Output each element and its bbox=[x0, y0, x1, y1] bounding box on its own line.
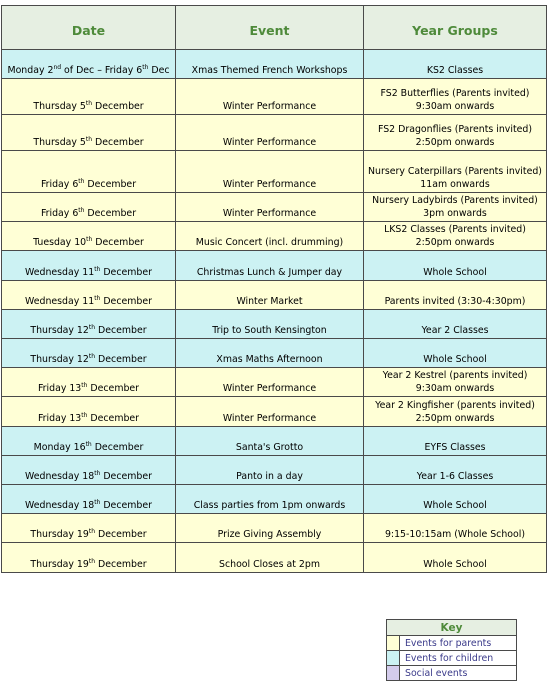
table-row bbox=[2, 427, 547, 456]
year-groups-line: 11am onwards bbox=[420, 179, 490, 190]
date-suffix: th bbox=[81, 412, 88, 419]
table-row bbox=[2, 222, 547, 251]
year-groups-line: Nursery Ladybirds (Parents invited) bbox=[372, 195, 538, 206]
year-groups-header: Year Groups bbox=[364, 6, 547, 50]
date-text: Thursday 12 bbox=[30, 354, 89, 365]
year-groups-line: Parents invited (3:30-4:30pm) bbox=[384, 296, 526, 307]
year-groups-line: 2:50pm onwards bbox=[415, 413, 495, 424]
key-label: Events for children bbox=[405, 652, 494, 664]
year-groups-line: Whole School bbox=[423, 354, 487, 365]
date-suffix: th bbox=[88, 528, 96, 535]
date-cell bbox=[2, 543, 176, 573]
date-text: Friday 13 bbox=[37, 383, 82, 394]
events-table bbox=[1, 5, 547, 573]
date-cell bbox=[2, 427, 176, 456]
date-text: Monday 2 bbox=[7, 65, 54, 76]
year-groups-line: Nursery Caterpillars (Parents invited) bbox=[368, 166, 542, 177]
date-suffix: th bbox=[94, 499, 101, 506]
date-text: Wednesday 18 bbox=[25, 500, 95, 511]
event-cell: Winter Performance bbox=[176, 79, 364, 115]
date-text: Friday 6 bbox=[40, 179, 79, 190]
table-row bbox=[2, 115, 547, 151]
date-suffix: th bbox=[86, 236, 93, 243]
year-groups-cell bbox=[364, 193, 547, 222]
date-cell bbox=[2, 339, 176, 368]
date-text: Tuesday 10 bbox=[33, 237, 87, 248]
key-label: Events for parents bbox=[405, 637, 492, 649]
year-groups-cell bbox=[364, 368, 547, 397]
table-row bbox=[2, 514, 547, 543]
date-cell bbox=[2, 514, 176, 543]
date-text: December bbox=[100, 500, 152, 511]
date-suffix: th bbox=[78, 207, 85, 214]
year-groups-line: Year 2 Classes bbox=[421, 325, 489, 336]
date-suffix: th bbox=[94, 470, 101, 477]
date-text: December bbox=[95, 354, 147, 365]
date-text: December bbox=[87, 383, 140, 394]
date-text: December bbox=[92, 137, 144, 148]
event-cell: Xmas Themed French Workshops bbox=[176, 50, 364, 79]
event-cell: Trip to South Kensington bbox=[176, 310, 364, 339]
date-text: December bbox=[95, 325, 147, 336]
event-cell: Prize Giving Assembly bbox=[176, 514, 364, 543]
date-suffix: th bbox=[78, 178, 85, 185]
date-suffix: th bbox=[88, 558, 96, 565]
date-cell bbox=[2, 222, 176, 251]
year-groups-line: EYFS Classes bbox=[424, 442, 486, 453]
event-cell: Santa's Grotto bbox=[176, 427, 364, 456]
date-cell bbox=[2, 281, 176, 310]
year-groups-cell bbox=[364, 514, 547, 543]
date-suffix: th bbox=[85, 441, 92, 448]
date-suffix: nd bbox=[53, 64, 62, 71]
date-text: Thursday 12 bbox=[30, 325, 89, 336]
year-groups-cell bbox=[364, 281, 547, 310]
year-groups-line: FS2 Butterflies (Parents invited) bbox=[380, 88, 530, 99]
year-groups-cell bbox=[364, 115, 547, 151]
year-groups-cell bbox=[364, 251, 547, 281]
key-item-social bbox=[387, 666, 516, 680]
year-groups-cell bbox=[364, 427, 547, 456]
date-text: Wednesday 18 bbox=[25, 471, 95, 482]
date-suffix: th bbox=[142, 64, 149, 71]
year-groups-cell bbox=[364, 151, 547, 193]
year-groups-cell bbox=[364, 50, 547, 79]
table-row bbox=[2, 397, 547, 427]
date-text: Friday 13 bbox=[37, 413, 82, 424]
event-cell: Class parties from 1pm onwards bbox=[176, 485, 364, 514]
key-title: Key bbox=[387, 620, 516, 636]
year-groups-line: Whole School bbox=[423, 267, 487, 278]
table-row bbox=[2, 193, 547, 222]
year-groups-cell bbox=[364, 79, 547, 115]
event-cell: Panto in a day bbox=[176, 456, 364, 485]
date-cell bbox=[2, 79, 176, 115]
event-cell: Winter Performance bbox=[176, 193, 364, 222]
date-header: Date bbox=[2, 6, 176, 50]
date-text: Monday 16 bbox=[33, 442, 86, 453]
year-groups-cell bbox=[364, 339, 547, 368]
year-groups-line: 9:30am onwards bbox=[415, 101, 495, 112]
year-groups-line: Whole School bbox=[423, 559, 487, 570]
year-groups-line: 3pm onwards bbox=[423, 208, 487, 219]
date-suffix: th bbox=[85, 100, 93, 107]
date-text: December bbox=[92, 101, 144, 112]
table-row bbox=[2, 251, 547, 281]
year-groups-line: Whole School bbox=[423, 500, 487, 511]
event-cell: Winter Performance bbox=[176, 397, 364, 427]
key-item-children bbox=[387, 651, 516, 666]
event-cell: Winter Performance bbox=[176, 151, 364, 193]
table-row bbox=[2, 50, 547, 79]
date-text: December bbox=[92, 237, 144, 248]
date-text: Thursday 5 bbox=[33, 101, 86, 112]
year-groups-line: Year 1-6 Classes bbox=[416, 471, 494, 482]
swatch-parents bbox=[387, 636, 400, 650]
key-label: Social events bbox=[405, 667, 468, 679]
date-suffix: th bbox=[94, 295, 101, 302]
table-row bbox=[2, 79, 547, 115]
year-groups-cell bbox=[364, 397, 547, 427]
date-text: December bbox=[95, 559, 147, 570]
date-cell bbox=[2, 251, 176, 281]
date-text: Dec bbox=[148, 65, 170, 76]
year-groups-cell bbox=[364, 456, 547, 485]
event-cell: Xmas Maths Afternoon bbox=[176, 339, 364, 368]
date-cell bbox=[2, 115, 176, 151]
date-text: Wednesday 11 bbox=[25, 267, 95, 278]
year-groups-line: 9:15-10:15am (Whole School) bbox=[384, 529, 526, 540]
year-groups-cell bbox=[364, 222, 547, 251]
table-row bbox=[2, 485, 547, 514]
date-text: December bbox=[100, 296, 152, 307]
year-groups-line: 9:30am onwards bbox=[415, 383, 495, 394]
date-cell bbox=[2, 397, 176, 427]
year-groups-cell bbox=[364, 543, 547, 573]
year-groups-line: KS2 Classes bbox=[426, 65, 484, 76]
year-groups-cell bbox=[364, 310, 547, 339]
swatch-children bbox=[387, 651, 400, 665]
date-text: December bbox=[95, 529, 147, 540]
event-header: Event bbox=[176, 6, 364, 50]
date-cell bbox=[2, 50, 176, 79]
event-cell: Winter Performance bbox=[176, 115, 364, 151]
date-cell bbox=[2, 368, 176, 397]
date-text: December bbox=[100, 471, 152, 482]
table-row bbox=[2, 543, 547, 573]
date-text: December bbox=[100, 267, 152, 278]
date-cell bbox=[2, 151, 176, 193]
header-row bbox=[2, 6, 547, 50]
year-groups-line: LKS2 Classes (Parents invited) bbox=[384, 224, 526, 235]
date-suffix: th bbox=[88, 353, 96, 360]
table-row bbox=[2, 151, 547, 193]
table-row bbox=[2, 310, 547, 339]
year-groups-line: Year 2 Kingfisher (parents invited) bbox=[375, 400, 535, 411]
date-text: December bbox=[84, 179, 137, 190]
table-row bbox=[2, 456, 547, 485]
date-text: December bbox=[84, 208, 137, 219]
event-cell: Music Concert (incl. drumming) bbox=[176, 222, 364, 251]
date-suffix: th bbox=[94, 266, 101, 273]
table-row bbox=[2, 339, 547, 368]
table-row bbox=[2, 281, 547, 310]
year-groups-line: Year 2 Kestrel (parents invited) bbox=[382, 370, 528, 381]
key-legend bbox=[386, 619, 517, 681]
date-text: December bbox=[87, 413, 140, 424]
swatch-social bbox=[387, 666, 400, 680]
date-suffix: th bbox=[88, 324, 96, 331]
year-groups-line: 2:50pm onwards bbox=[415, 237, 495, 248]
event-cell: Winter Market bbox=[176, 281, 364, 310]
date-text: of Dec – Friday 6 bbox=[61, 65, 143, 76]
event-cell: Christmas Lunch & Jumper day bbox=[176, 251, 364, 281]
year-groups-line: 2:50pm onwards bbox=[415, 137, 495, 148]
date-suffix: th bbox=[85, 136, 93, 143]
date-text: Friday 6 bbox=[40, 208, 79, 219]
date-cell bbox=[2, 193, 176, 222]
year-groups-line: FS2 Dragonflies (Parents invited) bbox=[378, 124, 532, 135]
date-text: Wednesday 11 bbox=[25, 296, 95, 307]
year-groups-cell bbox=[364, 485, 547, 514]
table-row bbox=[2, 368, 547, 397]
date-cell bbox=[2, 485, 176, 514]
date-text: Thursday 19 bbox=[30, 559, 89, 570]
date-suffix: th bbox=[81, 382, 88, 389]
event-cell: Winter Performance bbox=[176, 368, 364, 397]
date-cell bbox=[2, 310, 176, 339]
date-text: Thursday 5 bbox=[33, 137, 86, 148]
key-item-parents bbox=[387, 636, 516, 651]
date-text: December bbox=[91, 442, 144, 453]
event-cell: School Closes at 2pm bbox=[176, 543, 364, 573]
date-cell bbox=[2, 456, 176, 485]
date-text: Thursday 19 bbox=[30, 529, 89, 540]
